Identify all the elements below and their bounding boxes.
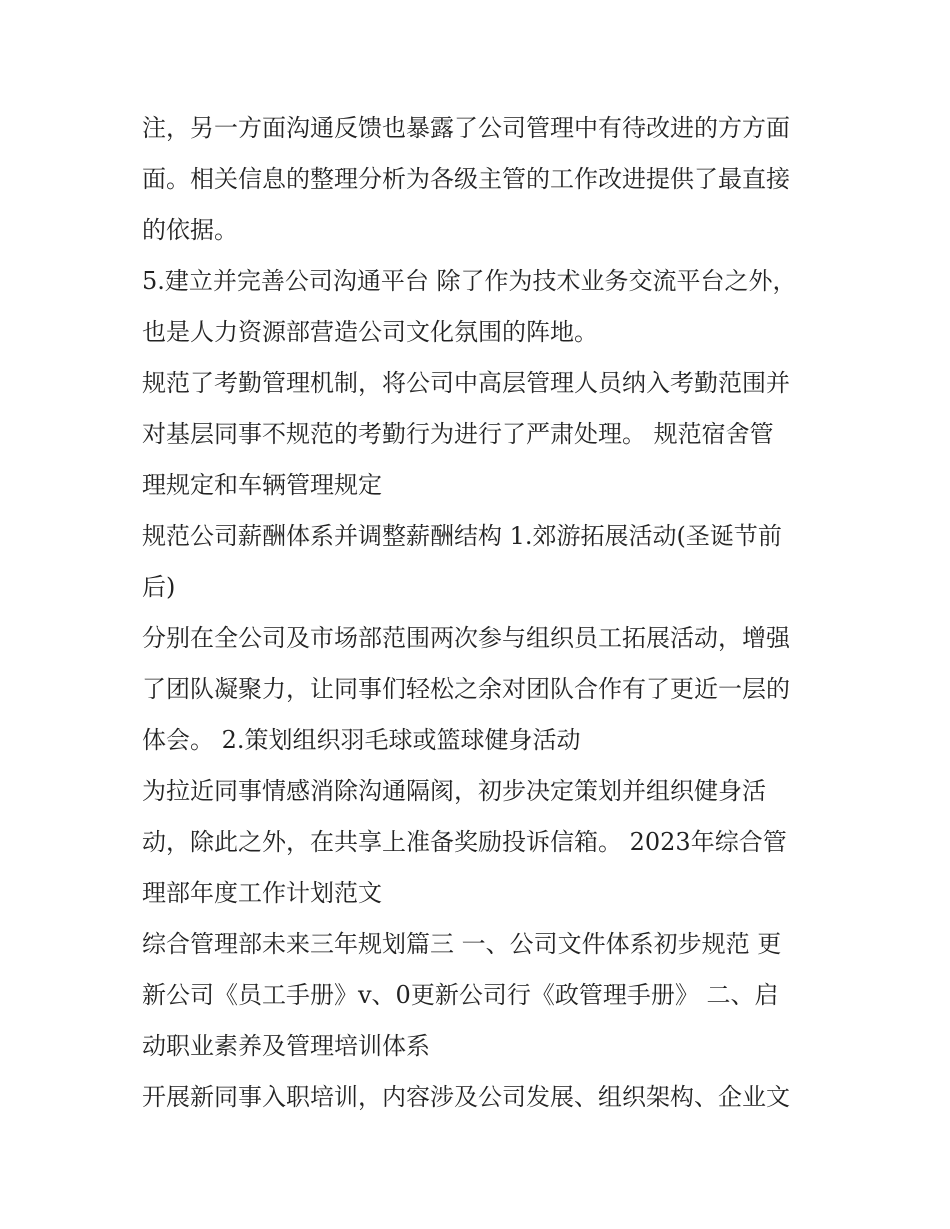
paragraph: [142, 511, 822, 613]
paragraph: [142, 256, 822, 358]
text-line: 体会。 2.策划组织羽毛球或篮球健身活动: [142, 726, 581, 754]
paragraph: [142, 919, 822, 1072]
paragraph: [142, 358, 822, 511]
text-line: 理部年度工作计划范文: [142, 879, 382, 907]
paragraph: [142, 613, 822, 766]
text-line: 的依据。: [142, 216, 238, 244]
text-line: 规范了考勤管理机制，将公司中高层管理人员纳入考勤范围并: [142, 369, 790, 397]
text-line: 后): [142, 573, 176, 601]
text-line: 动职业素养及管理培训体系: [142, 1032, 430, 1060]
text-line: 5.建立并完善公司沟通平台 除了作为技术业务交流平台之外，: [142, 267, 797, 295]
text-line: 理规定和车辆管理规定: [142, 471, 382, 499]
text-line: 分别在全公司及市场部范围两次参与组织员工拓展活动，增强: [142, 624, 790, 652]
text-line: 新公司《员工手册》v、0更新公司行《政管理手册》 二、启: [142, 981, 779, 1009]
text-line: 动，除此之外，在共享上准备奖励投诉信箱。 2023年综合管: [142, 828, 787, 856]
text-line: 也是人力资源部营造公司文化氛围的阵地。: [142, 318, 598, 346]
text-line: 综合管理部未来三年规划篇三 一、公司文件体系初步规范 更: [142, 930, 782, 958]
text-line: 了团队凝聚力，让同事们轻松之余对团队合作有了更近一层的: [142, 675, 790, 703]
text-line: 注，另一方面沟通反馈也暴露了公司管理中有待改进的方方面: [142, 114, 790, 142]
paragraph: [142, 103, 822, 256]
text-line: 对基层同事不规范的考勤行为进行了严肃处理。 规范宿舍管: [142, 420, 774, 448]
text-line: 开展新同事入职培训，内容涉及公司发展、组织架构、企业文: [142, 1083, 790, 1111]
text-line: 为拉近同事情感消除沟通隔阂，初步决定策划并组织健身活: [142, 777, 766, 805]
paragraph: [142, 766, 822, 919]
text-line: 面。相关信息的整理分析为各级主管的工作改进提供了最直接: [142, 165, 790, 193]
paragraph: [142, 1072, 822, 1123]
document-body: [142, 103, 822, 1123]
text-line: 规范公司薪酬体系并调整薪酬结构 1.郊游拓展活动(圣诞节前: [142, 522, 782, 550]
